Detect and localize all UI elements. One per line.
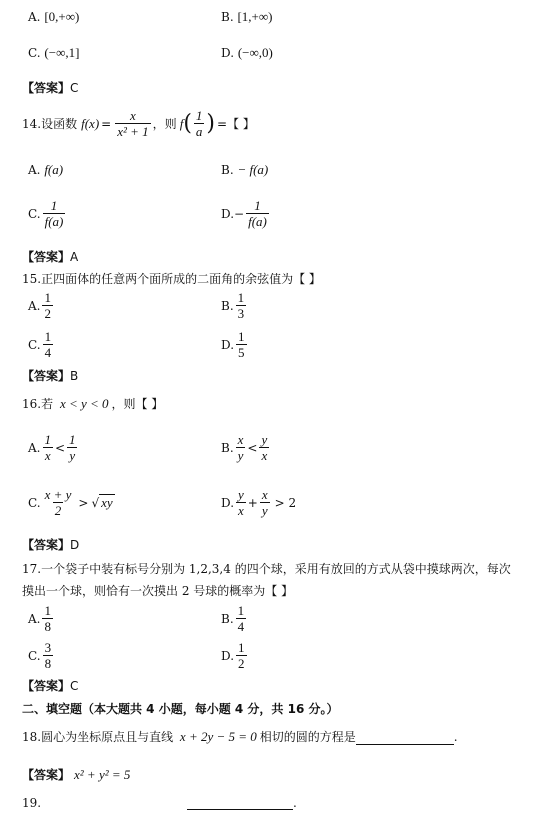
- q18-answer: 【答案】 x² + y² = 5: [22, 767, 131, 782]
- q16-option-c: C. $\frac{x + y}{2}$ > √ xy: [28, 487, 113, 518]
- q15-answer: 【答案】B: [22, 369, 79, 383]
- q16-option-d: D. $\frac{y}{x}$ + $\frac{x}{y}$ > 2: [221, 487, 297, 518]
- q15-option-a: A. $\frac{1}{2}$: [28, 290, 51, 321]
- q17-stem-line2: 摸出一个球，则恰有一次摸出 2 号球的概率为【 】: [22, 584, 294, 598]
- q14-option-a: A. f(a): [28, 162, 64, 177]
- q19-number: 19.: [22, 796, 42, 810]
- q14-option-d: D. − $\frac{1}{f(a)}$: [221, 198, 267, 229]
- q13-answer: 【答案】C: [22, 81, 79, 95]
- q18-stem: 18.圆心为坐标原点且与直线 x + 2y − 5 = 0 相切的圆的方程是 .: [22, 729, 458, 744]
- q17-stem-line1: 17.一个袋子中装有标号分别为 1,2,3,4 的四个球，采用有放回的方式从袋中摸球两次，每次: [22, 562, 511, 576]
- q14-option-c: C. $\frac{1}{f(a)}$: [28, 198, 64, 229]
- q17-option-c: C. $\frac{3}{8}$: [28, 640, 52, 671]
- section-heading: 二、填空题（本大题共 4 小题，每小题 4 分，共 16 分。）: [22, 702, 339, 716]
- q14-option-b: B. − f(a): [221, 162, 269, 177]
- q14-stem: 14. 设函数 f(x) = $\frac{x}{\text{x² + 1}}$ ，则 f ( $\frac{1}{a}$ ) =【 】: [22, 108, 255, 139]
- q17-answer: 【答案】C: [22, 679, 79, 693]
- q17-option-d: D. $\frac{1}{2}$: [221, 640, 245, 671]
- q13-option-d: D. (−∞,0): [221, 45, 273, 60]
- q16-stem: 16.若 x < y < 0 ，则【 】: [22, 396, 164, 411]
- q16-option-a: A. $\frac{1}{x}$ < $\frac{1}{y}$: [28, 432, 76, 463]
- q13-option-b: B. [1,+∞): [221, 9, 273, 24]
- q15-option-b: B. $\frac{1}{3}$: [221, 290, 245, 321]
- q17-option-a: A. $\frac{1}{8}$: [28, 603, 51, 634]
- q19-answer-blank[interactable]: .: [187, 796, 297, 810]
- q15-option-d: D. $\frac{1}{5}$: [221, 329, 245, 360]
- q16-answer: 【答案】D: [22, 538, 80, 552]
- q14-answer: 【答案】A: [22, 250, 79, 264]
- q13-option-a: A. [0,+∞): [28, 9, 80, 24]
- q15-stem: 15.正四面体的任意两个面所成的二面角的余弦值为【 】: [22, 272, 321, 286]
- q16-option-b: B. $\frac{x}{y}$ < $\frac{y}{x}$: [221, 432, 268, 463]
- q18-answer-blank[interactable]: [356, 732, 454, 745]
- q13-option-c: C. (−∞,1]: [28, 45, 80, 60]
- q15-option-c: C. $\frac{1}{4}$: [28, 329, 52, 360]
- q17-option-b: B. $\frac{1}{4}$: [221, 603, 245, 634]
